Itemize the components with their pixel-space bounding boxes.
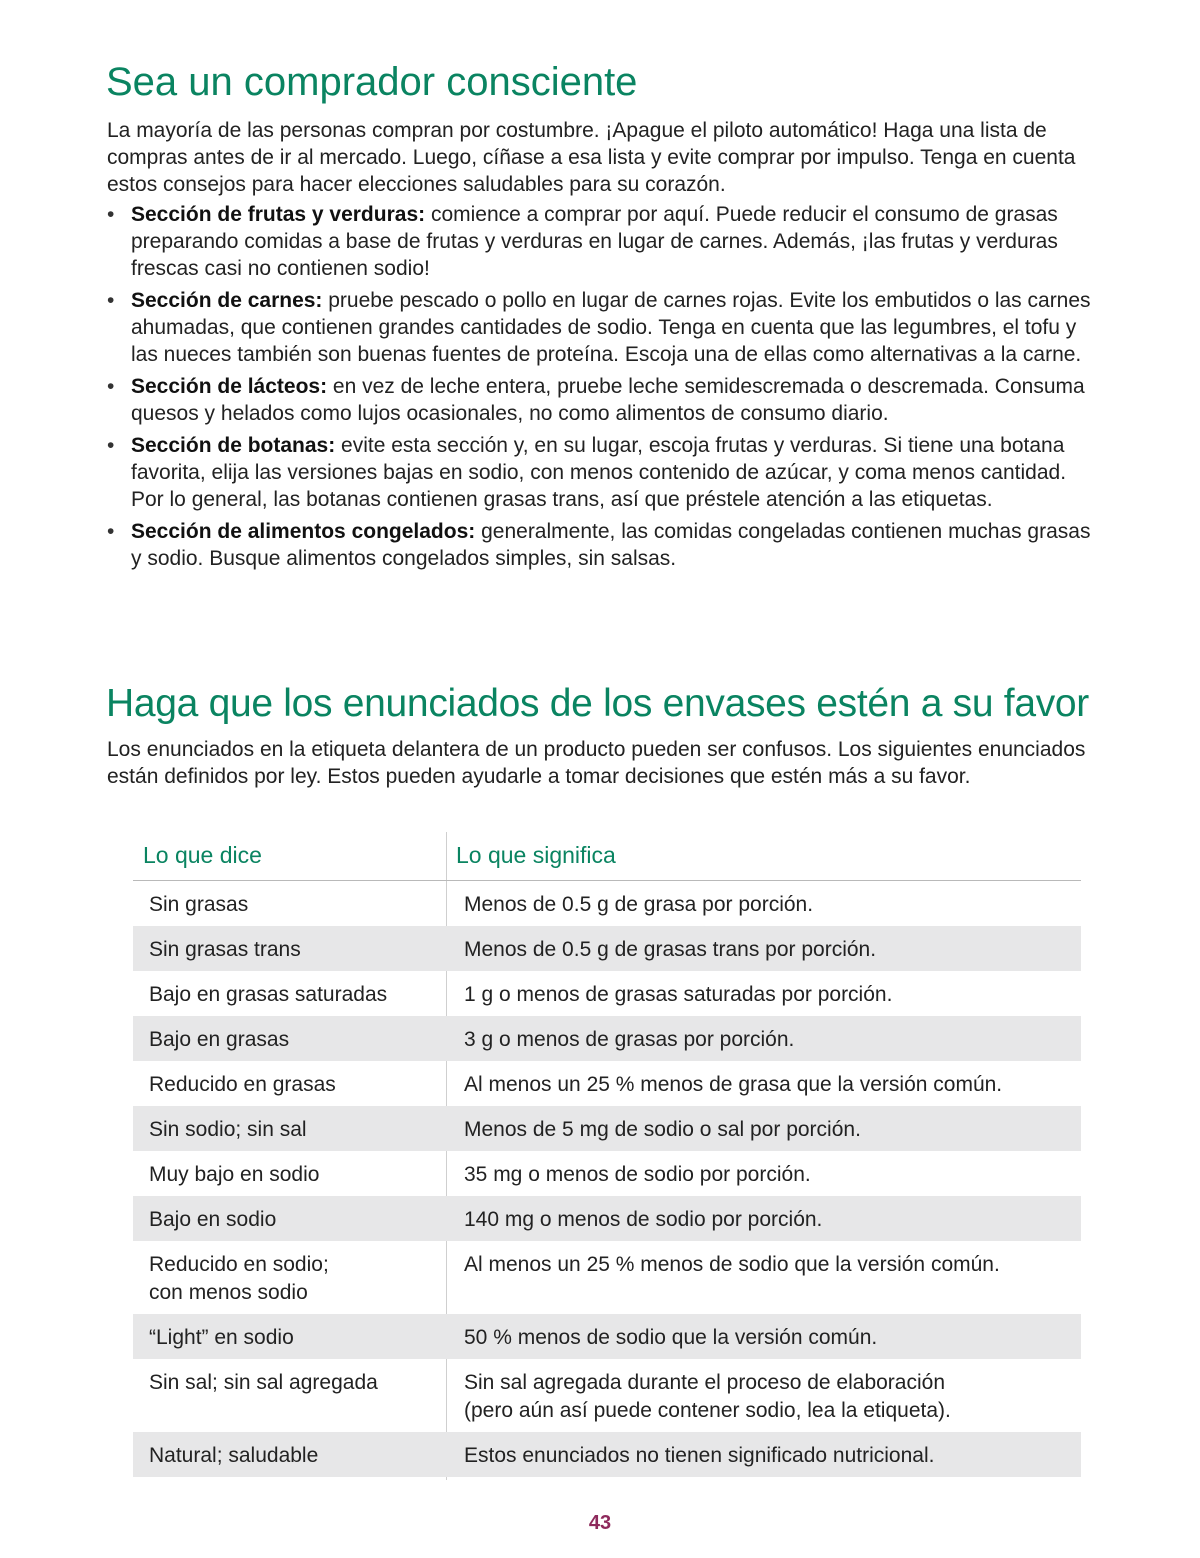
- tip-label: Sección de carnes:: [131, 289, 323, 312]
- tips-list: [107, 201, 1097, 577]
- tip-label: Sección de lácteos:: [131, 375, 328, 398]
- claim-cell: Sin grasas trans: [149, 938, 301, 961]
- section-intro-labels: Los enunciados en la etiqueta delantera de un producto pueden ser confusos. Los siguientes enunciados están definidos por ley. Estos pueden ayudarle a tomar decisiones que estén más a su favor.: [107, 738, 1086, 788]
- tip-text: generalmente, las comidas congeladas contienen muchas grasas y sodio. Busque alimentos congelados simples, sin salsas.: [131, 520, 1097, 570]
- table-row: [133, 1106, 1081, 1151]
- tip-text: evite esta sección y, en su lugar, escoja frutas y verduras. Si tiene una botana favorita, elija las versiones bajas en sodio, con menos contenido de azúcar, y coma menos cantidad. Por lo general, las botanas contienen grasas trans, así que préstele atención a las etiquetas.: [131, 434, 1072, 511]
- claim-cell: Sin sal; sin sal agregada: [149, 1371, 378, 1394]
- claim-cell: Sin sodio; sin sal: [149, 1118, 307, 1141]
- tip-item: [107, 201, 1097, 282]
- tip-label: Sección de alimentos congelados:: [131, 520, 476, 543]
- meaning-cell: Al menos un 25 % menos de sodio que la versión común.: [464, 1253, 1000, 1276]
- meaning-cell: 50 % menos de sodio que la versión común.: [464, 1326, 878, 1349]
- section-title-shopper: Sea un comprador consciente: [106, 60, 638, 104]
- table-row: [133, 1359, 1081, 1432]
- bullet-icon: •: [107, 289, 115, 312]
- meaning-cell: 35 mg o menos de sodio por porción.: [464, 1163, 811, 1186]
- table-header: [133, 832, 1081, 881]
- header-what-it-means: Lo que significa: [456, 842, 616, 868]
- claims-table: [133, 832, 1081, 1477]
- claim-cell: Bajo en grasas saturadas: [149, 983, 388, 1006]
- bullet-icon: •: [107, 520, 115, 543]
- table-row: [133, 971, 1081, 1016]
- tip-text: comience a comprar por aquí. Puede reducir el consumo de grasas preparando comidas a base de frutas y verduras en lugar de carnes. Además, ¡las frutas y verduras frescas casi no contienen sodio!: [131, 203, 1064, 280]
- header-what-it-says: Lo que dice: [143, 842, 262, 868]
- page-number: 43: [588, 1512, 612, 1534]
- meaning-cell: Menos de 5 mg de sodio o sal por porción.: [464, 1118, 861, 1141]
- claim-cell: “Light” en sodio: [149, 1326, 294, 1349]
- meaning-cell: 3 g o menos de grasas por porción.: [464, 1028, 795, 1051]
- claim-cell: Muy bajo en sodio: [149, 1163, 320, 1186]
- meaning-cell: Menos de 0.5 g de grasa por porción.: [464, 893, 814, 916]
- bullet-icon: •: [107, 434, 115, 457]
- table-row: [133, 1016, 1081, 1061]
- table-row: [133, 1241, 1081, 1314]
- claim-cell: Reducido en sodio; con menos sodio: [149, 1253, 329, 1304]
- table-row: [133, 1314, 1081, 1359]
- tip-label: Sección de botanas:: [131, 434, 336, 457]
- meaning-cell: Estos enunciados no tienen significado nutricional.: [464, 1444, 935, 1467]
- section-title-labels: Haga que los enunciados de los envases estén a su favor: [106, 682, 1089, 725]
- meaning-cell: Sin sal agregada durante el proceso de elaboración (pero aún así puede contener sodio, lea la etiqueta).: [464, 1371, 951, 1422]
- meaning-cell: Menos de 0.5 g de grasas trans por porción.: [464, 938, 877, 961]
- table-row: [133, 1061, 1081, 1106]
- tip-item: [107, 518, 1097, 572]
- table-row: [133, 881, 1081, 926]
- table-body: [133, 881, 1081, 1477]
- tip-item: [107, 287, 1097, 368]
- table-row: [133, 1196, 1081, 1241]
- claim-cell: Bajo en sodio: [149, 1208, 277, 1231]
- claim-cell: Sin grasas: [149, 893, 249, 916]
- claim-cell: Reducido en grasas: [149, 1073, 336, 1096]
- tip-text: pruebe pescado o pollo en lugar de carnes rojas. Evite los embutidos o las carnes ahumadas, que contienen grandes cantidades de sodio. Tenga en cuenta que las legumbres, el tofu y las nueces también son buenas fuentes de proteína. Escoja una de ellas como alternativas a la carne.: [131, 289, 1097, 366]
- meaning-cell: Al menos un 25 % menos de grasa que la versión común.: [464, 1073, 1003, 1096]
- meaning-cell: 140 mg o menos de sodio por porción.: [464, 1208, 823, 1231]
- table-row: [133, 1432, 1081, 1477]
- tip-item: [107, 373, 1097, 427]
- meaning-cell: 1 g o menos de grasas saturadas por porción.: [464, 983, 893, 1006]
- claim-cell: Natural; saludable: [149, 1444, 319, 1467]
- table-row: [133, 926, 1081, 971]
- section-intro-shopper: La mayoría de las personas compran por costumbre. ¡Apague el piloto automático! Haga una lista de compras antes de ir al mercado. Luego, cíñase a esa lista y evite comprar por impulso. Tenga en cuenta estos consejos para hacer elecciones saludables para su corazón.: [107, 119, 1076, 196]
- tip-text: en vez de leche entera, pruebe leche semidescremada o descremada. Consuma quesos y helados como lujos ocasionales, no como alimentos de consumo diario.: [131, 375, 1091, 425]
- table-row: [133, 1151, 1081, 1196]
- tip-item: [107, 432, 1097, 513]
- bullet-icon: •: [107, 203, 115, 226]
- bullet-icon: •: [107, 375, 115, 398]
- claim-cell: Bajo en grasas: [149, 1028, 290, 1051]
- tip-label: Sección de frutas y verduras:: [131, 203, 426, 226]
